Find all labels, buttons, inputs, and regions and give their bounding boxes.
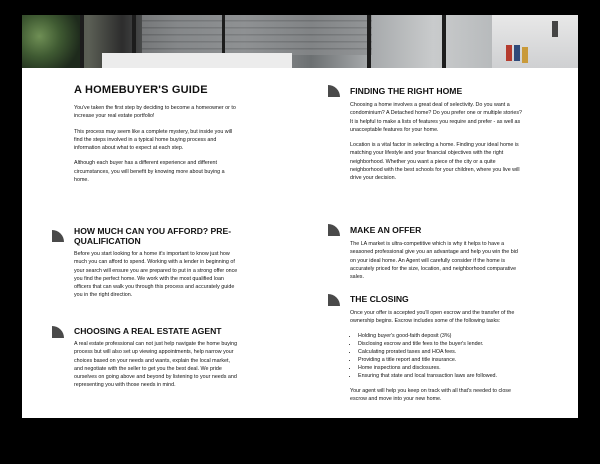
- closing-section: [350, 294, 524, 404]
- escrow-task-list: [350, 332, 524, 381]
- guide-section: [74, 84, 240, 184]
- section-marker-icon: [52, 326, 64, 338]
- window-frame: [442, 15, 446, 68]
- closing-outro: Your agent will help you keep on track with all that's needed to close escrow and move into your new home.: [350, 388, 511, 403]
- guide-intro-paragraph: This process may seem like a complete mystery, but inside you will find the steps involved in a typical home buying process and information about what to expect at each step.: [74, 128, 233, 152]
- agent-title: CHOOSING A REAL ESTATE AGENT: [74, 326, 222, 336]
- section-marker-icon: [328, 294, 340, 306]
- window-frame: [367, 15, 371, 68]
- window-frame: [80, 15, 84, 68]
- afford-body: Before you start looking for a home it's important to know just how much you can afford to spend. Working with a lender in beginning of your search will ensure you are prepared to put in a strong offer once you find the perfect home. We work with the most qualified loan officers that can walk you through this process and accurately guide you in the right direction.: [74, 251, 238, 299]
- desk-photo-area: [102, 53, 292, 68]
- guide-intro-paragraph: Although each buyer has a different experience and different circumstances, you will benefit by knowing more about buying a home.: [74, 160, 225, 184]
- agent-body: A real estate professional can not just help navigate the home buying process but will also set up viewing appointments, help narrow your choices based on your needs and wants, explain the local market, and negotiate with the seller to get you the best deal. We pride ourselves on going above and beyond by listening to your needs and representing you with those needs in mind.: [74, 341, 238, 389]
- escrow-task-item: • Disclosing escrow and title fees to the buyer's lender.: [358, 340, 524, 348]
- plant-photo-area: [22, 15, 80, 68]
- offer-title: MAKE AN OFFER: [350, 225, 422, 235]
- afford-section: [74, 226, 240, 300]
- stone-wall-photo-area: [142, 15, 372, 55]
- bookshelf-photo-area: [492, 15, 578, 68]
- escrow-task-item: • Providing a title report and title insurance.: [358, 356, 524, 364]
- offer-section: [350, 225, 524, 281]
- afford-title: HOW MUCH CAN YOU AFFORD? PRE-QUALIFICATION: [74, 226, 232, 246]
- closing-title: THE CLOSING: [350, 294, 409, 304]
- agent-section: [74, 326, 240, 390]
- offer-body: The LA market is ultra-competitive which is why it helps to have a seasoned professional give you an advantage and help you win the bid on your ideal home. An Agent will carefully consider if the home is accurately priced for the size, location, and neighborhood comparative sales.: [350, 241, 518, 281]
- escrow-task-item: • Holding buyer's good-faith deposit (3%): [358, 332, 524, 340]
- escrow-task-item: • Ensuring that state and local transaction laws are followed.: [358, 372, 524, 380]
- closing-intro: Once your offer is accepted you'll open escrow and the transfer of the ownership begins. Escrow includes some of the following tasks:: [350, 310, 515, 325]
- finding-section: [350, 86, 524, 183]
- brochure-page: [22, 15, 578, 418]
- finding-paragraph: Choosing a home involves a great deal of selectivity. Do you want a condominium? A Detached home? Do you prefer one or multiple stories? It is helpful to make a lists of features you require and prefer - as well as unacceptable features for your home.: [350, 102, 522, 133]
- guide-title: A HOMEBUYER'S GUIDE: [74, 84, 208, 96]
- section-marker-icon: [52, 230, 64, 242]
- finding-title: FINDING THE RIGHT HOME: [350, 86, 463, 96]
- escrow-task-item: • Home inspections and disclosures.: [358, 364, 524, 372]
- section-marker-icon: [328, 85, 340, 97]
- guide-intro-paragraph: You've taken the first step by deciding to become a homeowner or to increase your real estate portfolio!: [74, 105, 236, 120]
- section-marker-icon: [328, 224, 340, 236]
- header-photo-banner: [22, 15, 578, 68]
- finding-paragraph: Location is a vital factor in selecting a home. Finding your ideal home is matching your lifestyle and your financial objectives with the right neighborhood. Whether you want a piece of the city or a quite neighborhood with the best schools for your children, where you live will drive your decision.: [350, 142, 520, 182]
- escrow-task-item: • Calculating prorated taxes and HOA fees.: [358, 348, 524, 356]
